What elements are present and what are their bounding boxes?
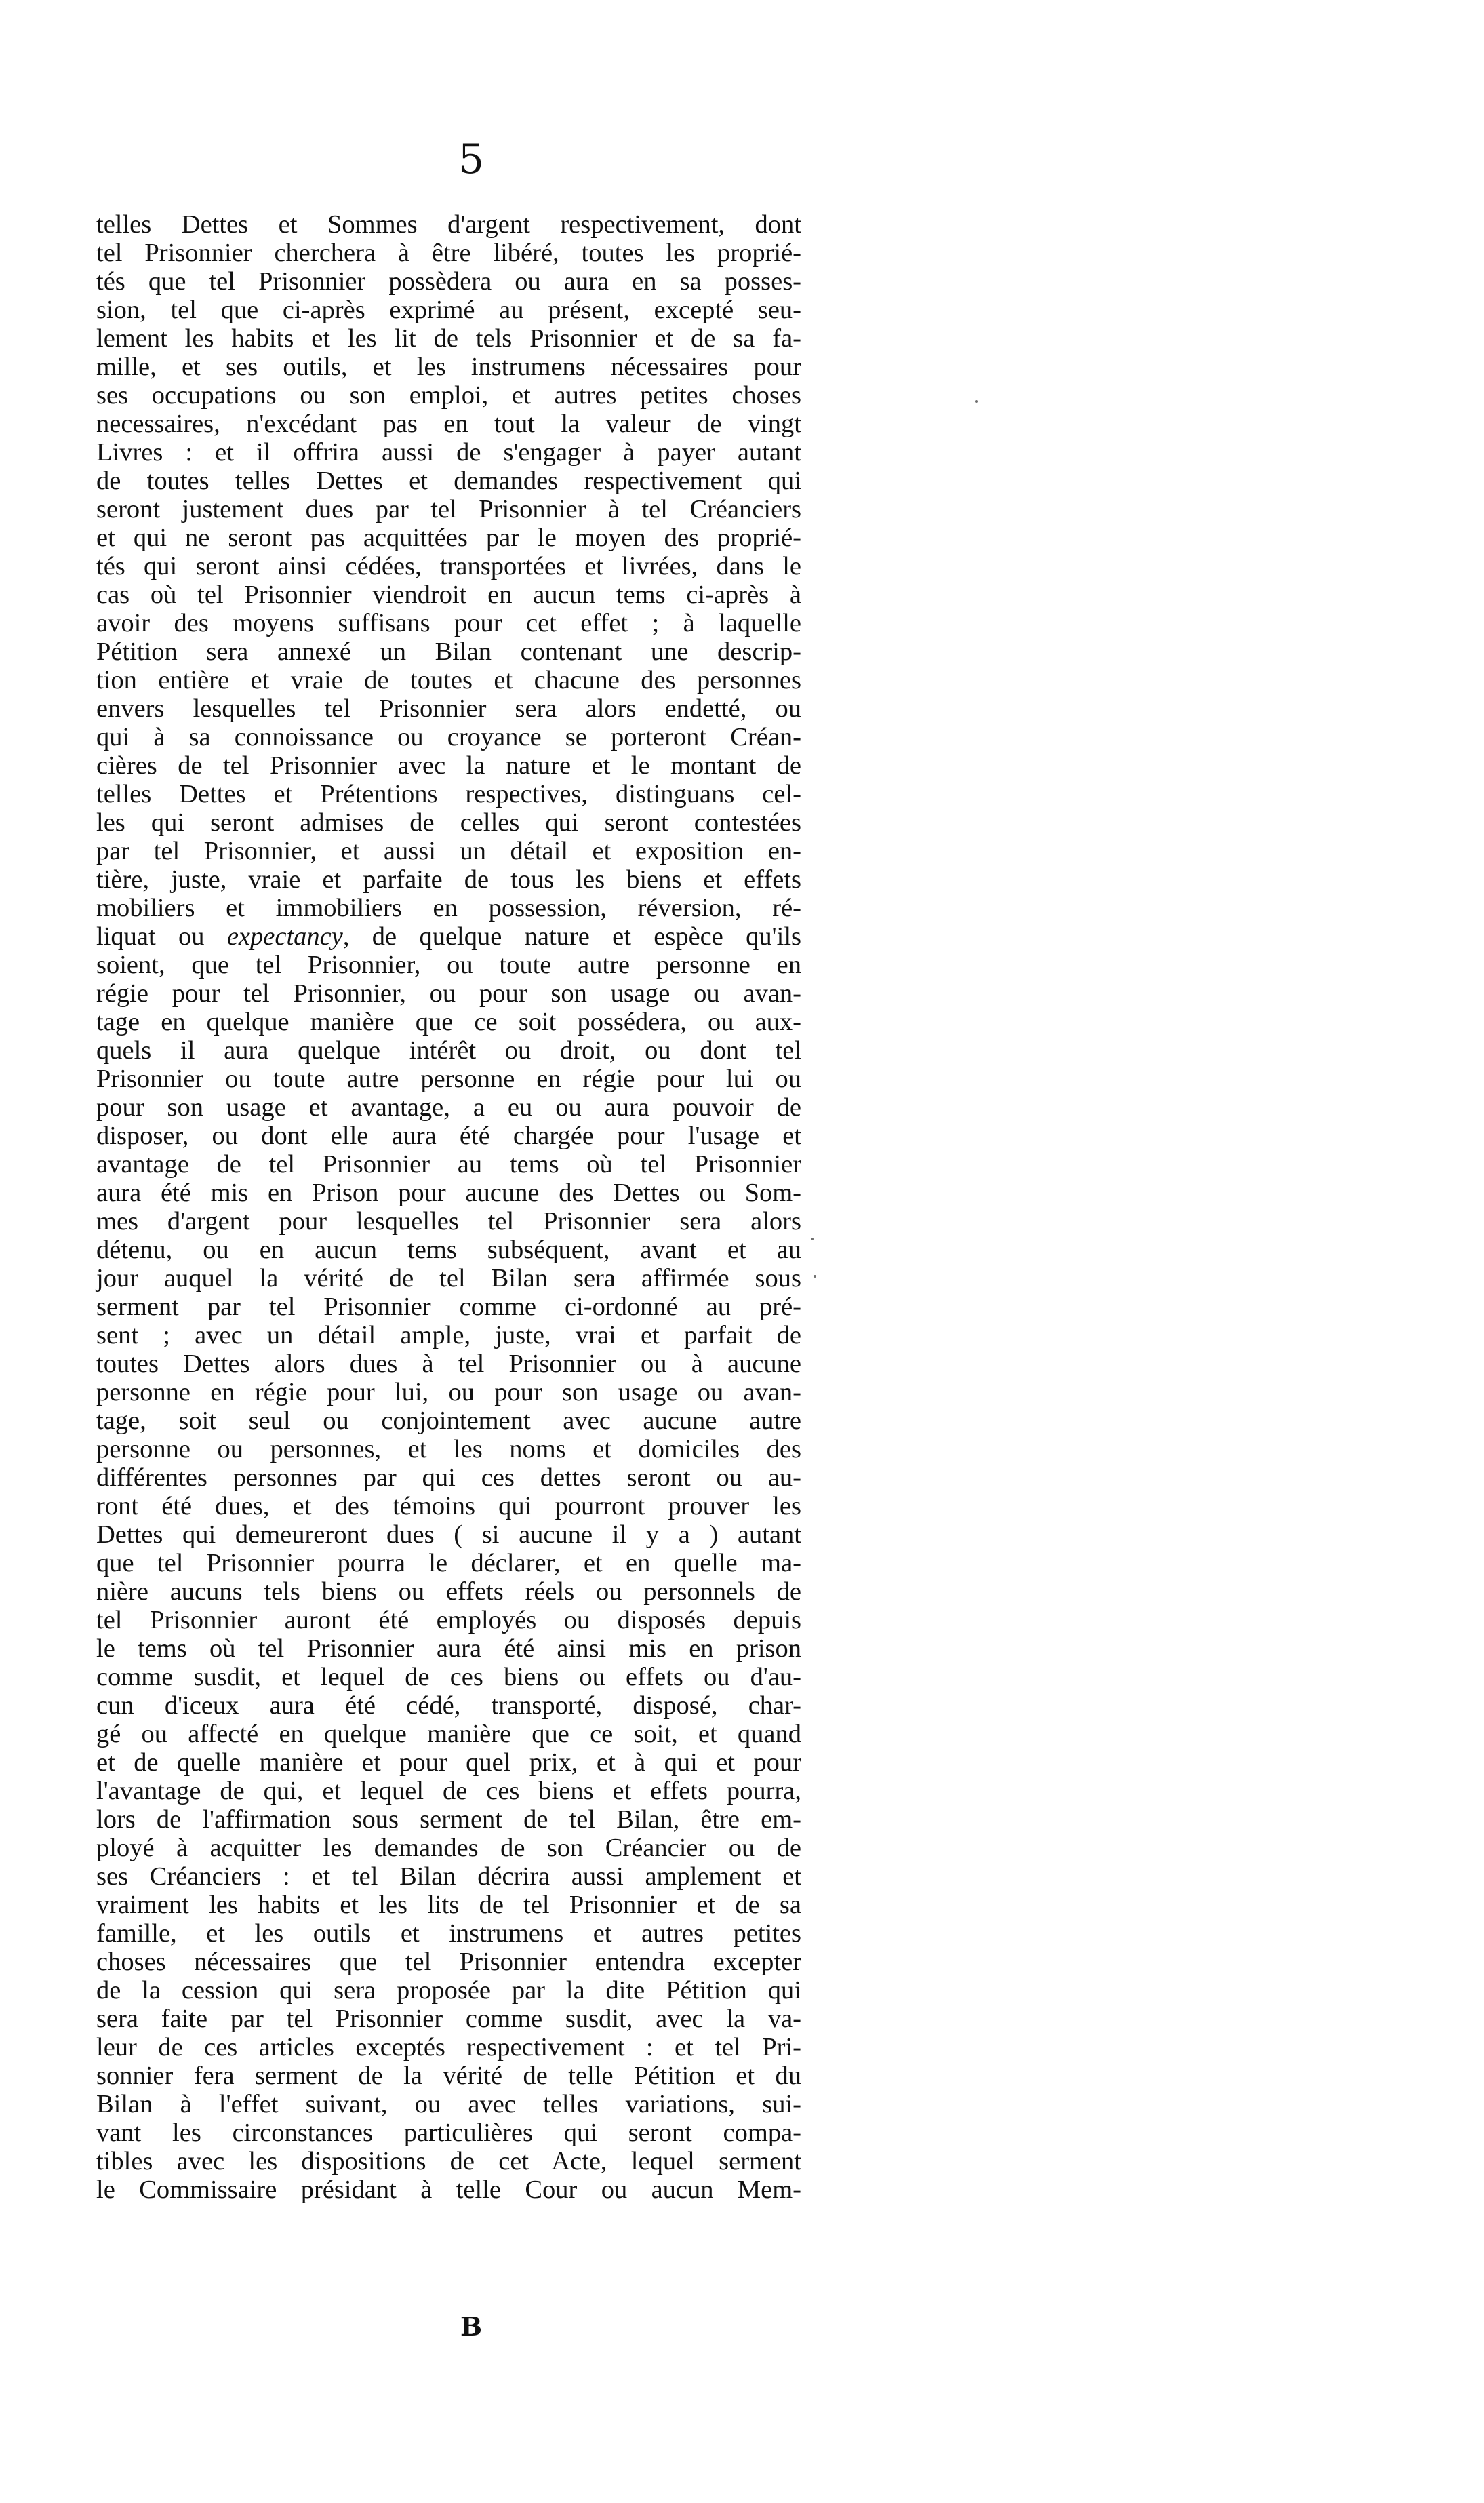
text-line: mobiliers et immobiliers en possession, réversion, ré- — [96, 894, 801, 922]
text-line: leur de ces articles exceptés respectivement : et tel Pri- — [96, 2033, 801, 2062]
text-line: telles Dettes et Prétentions respectives, distinguans cel- — [96, 780, 801, 808]
text-line: et de quelle manière et pour quel prix, et à qui et pour — [96, 1748, 801, 1777]
text-line: quels il aura quelque intérêt ou droit, ou dont tel — [96, 1036, 801, 1065]
text-line: sonnier fera serment de la vérité de telle Pétition et du — [96, 2062, 801, 2090]
text-line: cières de tel Prisonnier avec la nature et le montant de — [96, 751, 801, 780]
text-line: aura été mis en Prison pour aucune des Dettes ou Som- — [96, 1179, 801, 1207]
text-line: tel Prisonnier auront été employés ou disposés depuis — [96, 1606, 801, 1634]
text-line: soient, que tel Prisonnier, ou toute autre personne en — [96, 951, 801, 979]
text-line: personne ou personnes, et les noms et domiciles des — [96, 1435, 801, 1463]
text-line: gé ou affecté en quelque manière que ce soit, et quand — [96, 1720, 801, 1748]
text-line: tibles avec les dispositions de cet Acte, lequel serment — [96, 2147, 801, 2175]
text-line: sera faite par tel Prisonnier comme susdit, avec la va- — [96, 2005, 801, 2033]
text-line: et qui ne seront pas acquittées par le moyen des proprié- — [96, 524, 801, 552]
scan-speck — [975, 400, 978, 403]
text-line: de toutes telles Dettes et demandes respectivement qui — [96, 467, 801, 495]
text-line: Prisonnier ou toute autre personne en régie pour lui ou — [96, 1065, 801, 1093]
text-line: disposer, ou dont elle aura été chargée pour l'usage et — [96, 1122, 801, 1150]
scan-speck — [811, 1238, 814, 1240]
text-line: tel Prisonnier cherchera à être libéré, toutes les proprié- — [96, 239, 801, 267]
text-line: cas où tel Prisonnier viendroit en aucun tems ci-après à — [96, 580, 801, 609]
scan-speck — [814, 1275, 816, 1278]
text-line: nière aucuns tels biens ou effets réels ou personnels de — [96, 1577, 801, 1606]
signature-mark: B — [460, 2311, 483, 2342]
text-line: ses occupations ou son emploi, et autres petites choses — [96, 381, 801, 410]
text-line: mille, et ses outils, et les instrumens nécessaires pour — [96, 353, 801, 381]
text-line: tés qui seront ainsi cédées, transportées et livrées, dans le — [96, 552, 801, 580]
text-line: l'avantage de qui, et lequel de ces biens et effets pourra, — [96, 1777, 801, 1805]
text-line: vant les circonstances particulières qui seront compa- — [96, 2118, 801, 2147]
text-line: Livres : et il offrira aussi de s'engager à payer autant — [96, 438, 801, 467]
text-line: liquat ou expectancy, de quelque nature et espèce qu'ils — [96, 922, 801, 951]
text-line: serment par tel Prisonnier comme ci-ordonné au pré- — [96, 1293, 801, 1321]
text-line: différentes personnes par qui ces dettes seront ou au- — [96, 1463, 801, 1492]
text-line: jour auquel la vérité de tel Bilan sera affirmée sous — [96, 1264, 801, 1293]
text-line: ront été dues, et des témoins qui pourront prouver les — [96, 1492, 801, 1520]
text-line: détenu, ou en aucun tems subséquent, avant et au — [96, 1236, 801, 1264]
text-line: telles Dettes et Sommes d'argent respectivement, dont — [96, 210, 801, 239]
text-line: mes d'argent pour lesquelles tel Prisonnier sera alors — [96, 1207, 801, 1236]
text-line: personne en régie pour lui, ou pour son usage ou avan- — [96, 1378, 801, 1406]
text-line: sent ; avec un détail ample, juste, vrai et parfait de — [96, 1321, 801, 1349]
body-text — [96, 210, 801, 2204]
page-number: 5 — [458, 136, 485, 183]
text-line: les qui seront admises de celles qui seront contestées — [96, 808, 801, 837]
text-line: régie pour tel Prisonnier, ou pour son usage ou avan- — [96, 979, 801, 1008]
text-line: seront justement dues par tel Prisonnier à tel Créanciers — [96, 495, 801, 524]
text-line: Pétition sera annexé un Bilan contenant une descrip- — [96, 637, 801, 666]
text-line: tion entière et vraie de toutes et chacune des personnes — [96, 666, 801, 694]
text-line: tière, juste, vraie et parfaite de tous les biens et effets — [96, 865, 801, 894]
text-line: pour son usage et avantage, a eu ou aura pouvoir de — [96, 1093, 801, 1122]
text-line: avantage de tel Prisonnier au tems où tel Prisonnier — [96, 1150, 801, 1179]
text-line: envers lesquelles tel Prisonnier sera alors endetté, ou — [96, 694, 801, 723]
text-line: qui à sa connoissance ou croyance se porteront Créan- — [96, 723, 801, 751]
text-line: lors de l'affirmation sous serment de tel Bilan, être em- — [96, 1805, 801, 1834]
text-line: comme susdit, et lequel de ces biens ou effets ou d'au- — [96, 1663, 801, 1691]
text-line: ses Créanciers : et tel Bilan décrira aussi amplement et — [96, 1862, 801, 1891]
text-line: ployé à acquitter les demandes de son Créancier ou de — [96, 1834, 801, 1862]
text-line: cun d'iceux aura été cédé, transporté, disposé, char- — [96, 1691, 801, 1720]
text-line: tage en quelque manière que ce soit possédera, ou aux- — [96, 1008, 801, 1036]
text-line: de la cession qui sera proposée par la dite Pétition qui — [96, 1976, 801, 2005]
text-line: avoir des moyens suffisans pour cet effet ; à laquelle — [96, 609, 801, 637]
text-line: famille, et les outils et instrumens et autres petites — [96, 1919, 801, 1948]
text-line: necessaires, n'excédant pas en tout la valeur de vingt — [96, 410, 801, 438]
text-line: tés que tel Prisonnier possèdera ou aura en sa posses- — [96, 267, 801, 296]
text-line: Bilan à l'effet suivant, ou avec telles variations, sui- — [96, 2090, 801, 2118]
text-line: toutes Dettes alors dues à tel Prisonnier ou à aucune — [96, 1349, 801, 1378]
text-line: par tel Prisonnier, et aussi un détail et exposition en- — [96, 837, 801, 865]
text-line: choses nécessaires que tel Prisonnier entendra excepter — [96, 1948, 801, 1976]
text-line: lement les habits et les lit de tels Prisonnier et de sa fa- — [96, 324, 801, 353]
text-line: sion, tel que ci-après exprimé au présent, excepté seu- — [96, 296, 801, 324]
text-line: que tel Prisonnier pourra le déclarer, et en quelle ma- — [96, 1549, 801, 1577]
text-line: Dettes qui demeureront dues ( si aucune il y a ) autant — [96, 1520, 801, 1549]
text-line: tage, soit seul ou conjointement avec aucune autre — [96, 1406, 801, 1435]
text-line: le tems où tel Prisonnier aura été ainsi mis en prison — [96, 1634, 801, 1663]
text-line: le Commissaire présidant à telle Cour ou aucun Mem- — [96, 2175, 801, 2204]
text-line: vraiment les habits et les lits de tel Prisonnier et de sa — [96, 1891, 801, 1919]
